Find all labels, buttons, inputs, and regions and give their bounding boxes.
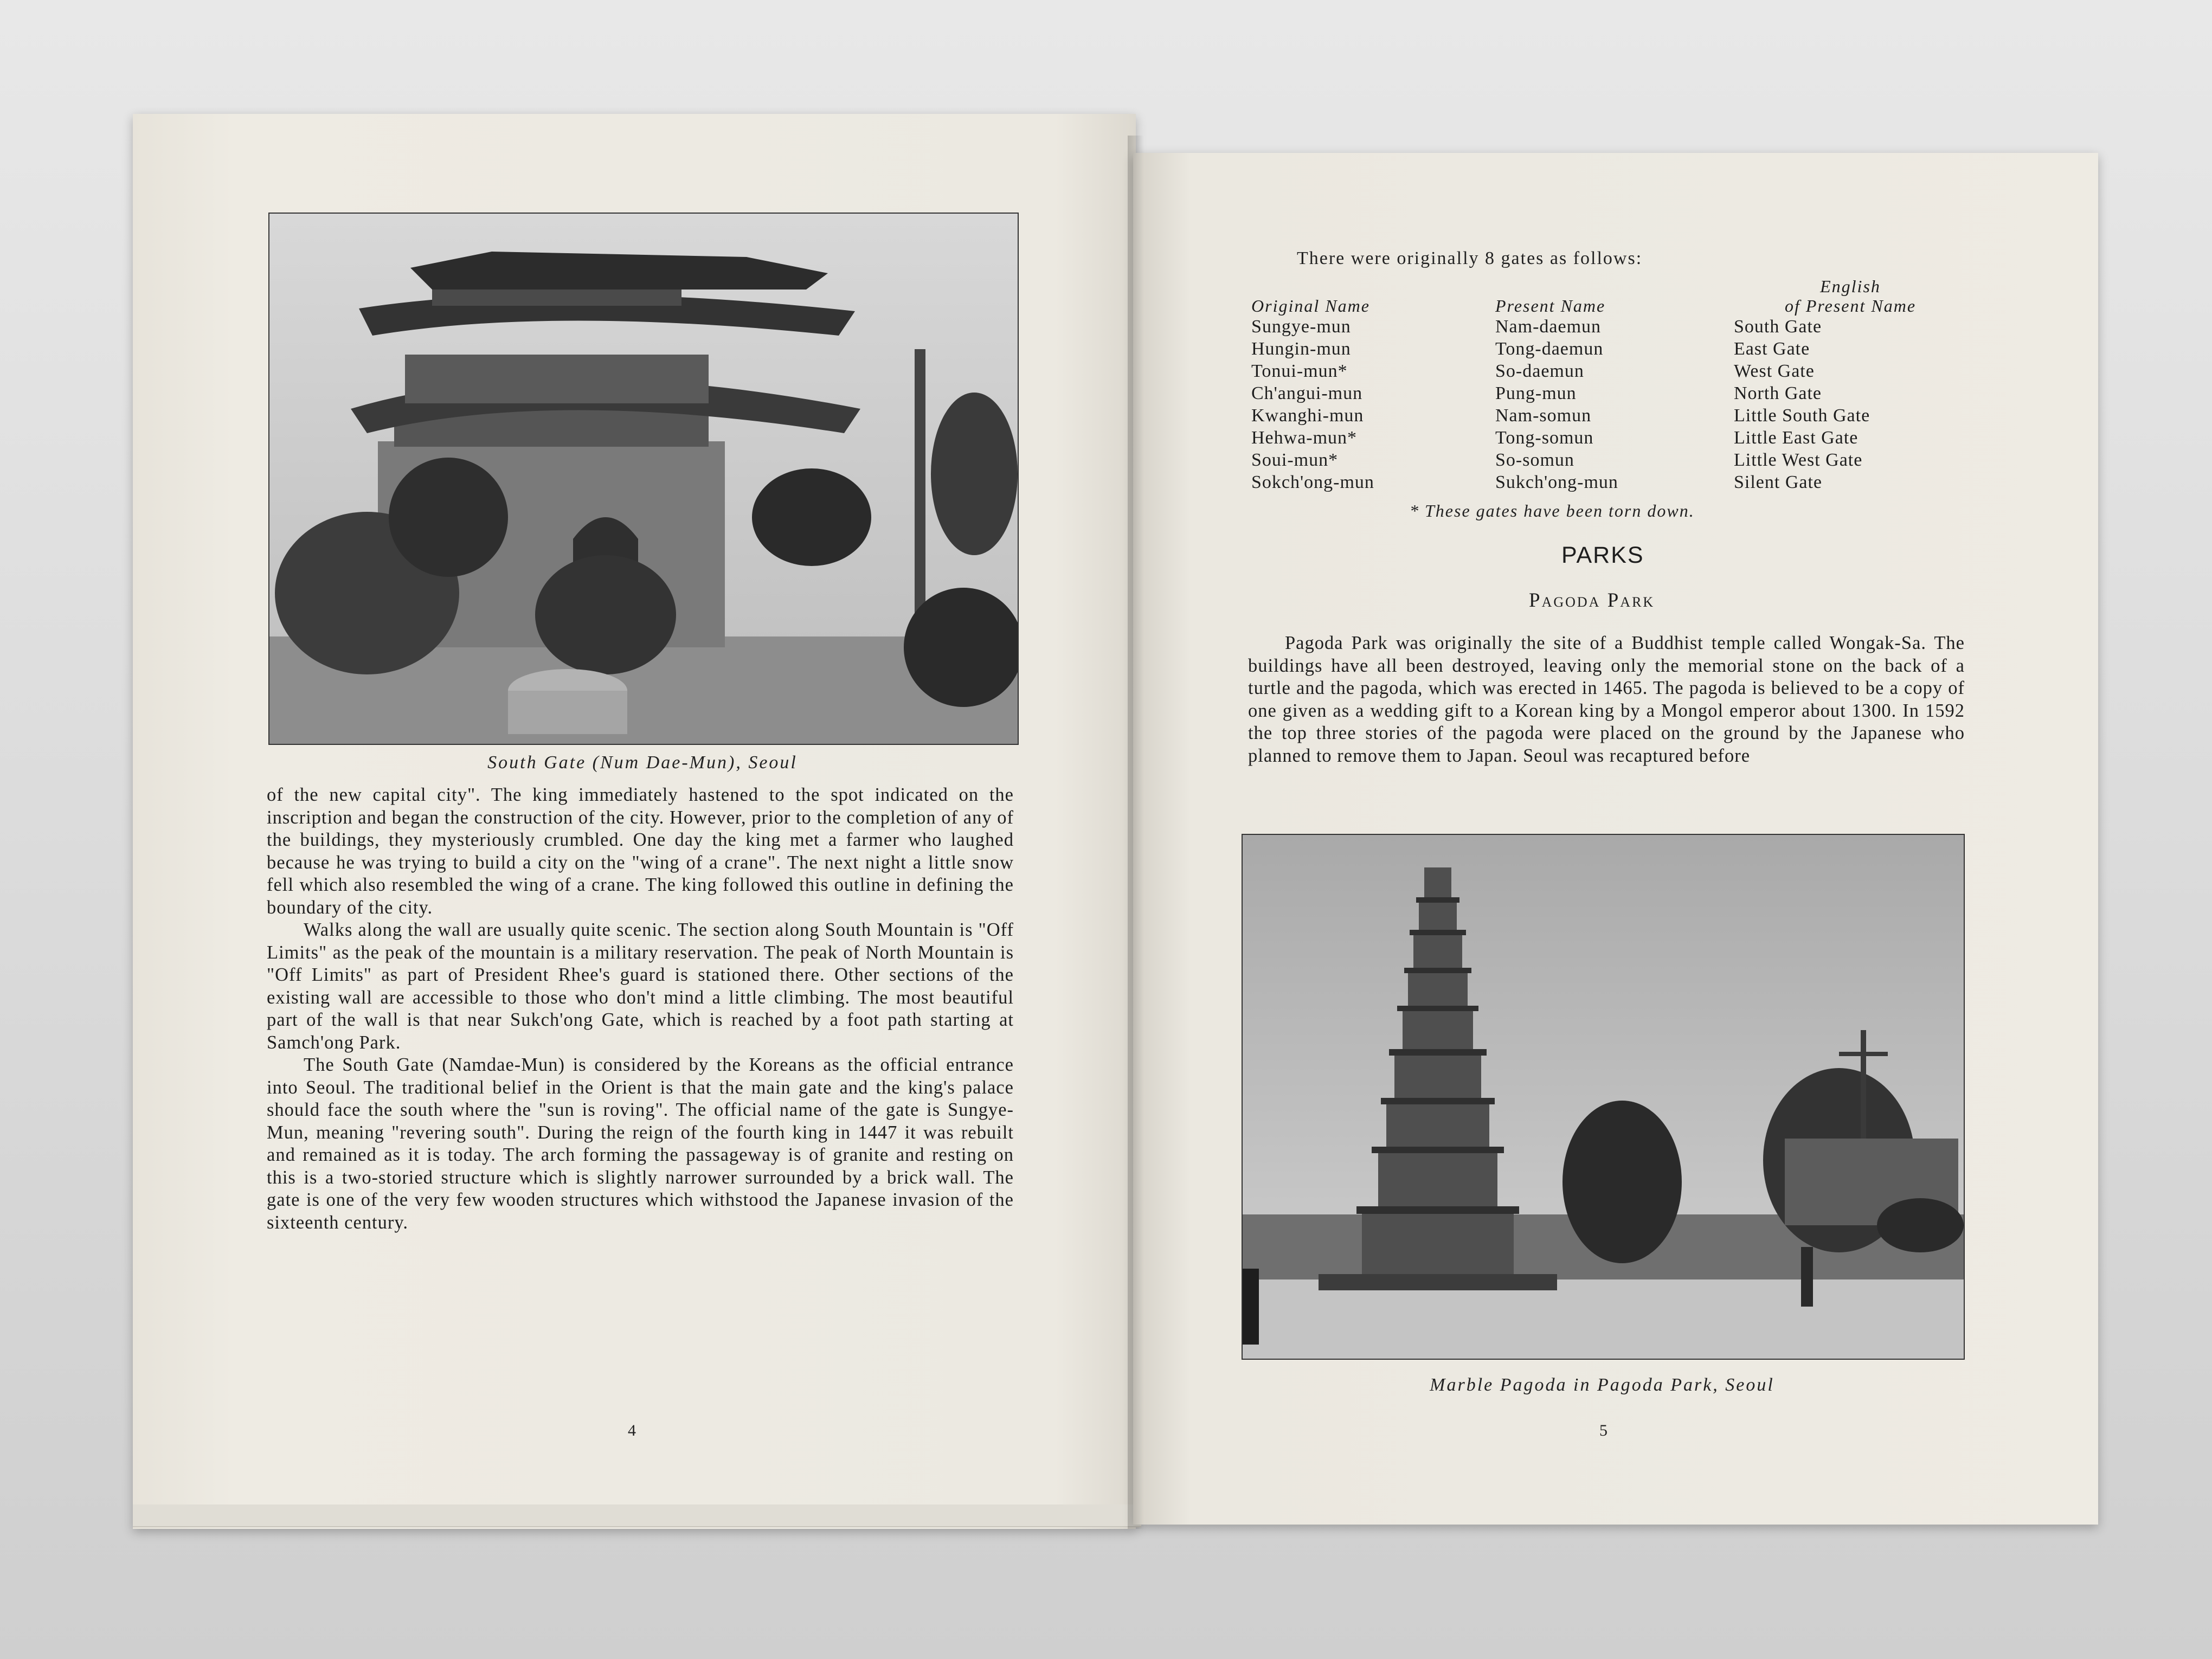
original-name: Hehwa-mun* <box>1251 428 1358 448</box>
left-page-body <box>267 784 1014 1234</box>
header-english-line1: English <box>1820 276 1881 296</box>
page-edge <box>133 1504 1141 1527</box>
english-name: Silent Gate <box>1734 472 1823 492</box>
marble-pagoda-caption: Marble Pagoda in Pagoda Park, Seoul <box>1430 1375 1774 1395</box>
table-row <box>1251 316 1967 338</box>
gates-table <box>1251 276 1967 493</box>
gates-footnote: * These gates have been torn down. <box>1410 501 1695 520</box>
left-paragraph-1: of the new capital city". The king immediately hastened to the spot indicated on the inscription and began the construction of the city. However, prior to the completion of any of the buildings, they mysteriously crumbled. One day the king met a farmer who laughed because he was trying to build a city on the "wing of a crane". The next night a little snow fell which also resembled the wing of a crane. The king followed this outline in defining the boundary of the city. <box>267 785 1014 918</box>
section-heading-parks: PARKS <box>1561 542 1644 568</box>
table-row <box>1251 471 1967 493</box>
present-name: Sukch'ong-mun <box>1495 472 1618 492</box>
header-english-name <box>1734 276 1967 316</box>
header-present-name: Present Name <box>1495 296 1606 316</box>
original-name: Soui-mun* <box>1251 450 1339 470</box>
left-paragraph-3: The South Gate (Namdae-Mun) is considered by the Koreans as the official entrance into Seoul. The traditional belief in the Orient is that the main gate and the king's palace should face the south where the "sun is roving". The official name of the gate is Sungye-Mun, meaning "revering south". During the reign of the fourth king in 1447 it was rebuilt and remained as it is today. The arch forming the passageway is of granite and resting on this is a two-storied structure which is slightly narrower surrounded by a brick wall. The gate is one of the very few wooden structures which withstood the Japanese invasion of the sixteenth century. <box>267 1054 1014 1233</box>
original-name: Sungye-mun <box>1251 317 1351 337</box>
table-row <box>1251 404 1967 427</box>
book-spine <box>1128 136 1144 1529</box>
english-name: Little South Gate <box>1734 406 1870 426</box>
header-original-name: Original Name <box>1251 296 1370 316</box>
english-name: Little West Gate <box>1734 450 1863 470</box>
present-name: So-daemun <box>1495 361 1584 381</box>
present-name: So-somun <box>1495 450 1574 470</box>
pagoda-park-paragraph: Pagoda Park was originally the site of a Buddhist temple called Wongak-Sa. The buildings have all been destroyed, leaving only the memorial stone on the back of a turtle and the pagoda, which was erected in 1465. The pagoda is believed to be a copy of one given as a wedding gift to a Korean king by a Mongol emperor about 1300. In 1592 the top three stories of the pagoda were placed on the ground by the Japanese who planned to remove them to Japan. Seoul was recaptured before <box>1248 633 1965 766</box>
page-number-left: 4 <box>628 1422 636 1439</box>
original-name: Ch'angui-mun <box>1251 383 1363 403</box>
original-name: Tonui-mun* <box>1251 361 1348 381</box>
south-gate-photo <box>268 213 1019 745</box>
english-name: East Gate <box>1734 339 1810 359</box>
south-gate-caption: South Gate (Num Dae-Mun), Seoul <box>487 753 798 773</box>
left-paragraph-2: Walks along the wall are usually quite scenic. The section along South Mountain is "Off Limits" as the peak of the mountain is a military reservation. The peak of North Mountain is "Off Limits" as part of President Rhee's guard is stationed there. Other sections of the existing wall are accessible to those who don't mind a little climbing. The most beautiful part of the wall is that near Sukch'ong Gate, which is reached by a foot path starting at Samch'ong Park. <box>267 919 1014 1053</box>
english-name: West Gate <box>1734 361 1815 381</box>
page-number-right: 5 <box>1599 1422 1607 1439</box>
present-name: Tong-somun <box>1495 428 1594 448</box>
table-row <box>1251 449 1967 471</box>
gates-intro: There were originally 8 gates as follows: <box>1297 248 1643 268</box>
table-row <box>1251 360 1967 382</box>
english-name: South Gate <box>1734 317 1822 337</box>
present-name: Pung-mun <box>1495 383 1577 403</box>
present-name: Nam-somun <box>1495 406 1592 426</box>
table-row <box>1251 338 1967 360</box>
marble-pagoda-photo <box>1242 834 1965 1360</box>
present-name: Tong-daemun <box>1495 339 1604 359</box>
original-name: Sokch'ong-mun <box>1251 472 1374 492</box>
english-name: North Gate <box>1734 383 1822 403</box>
header-english-line2: of Present Name <box>1784 296 1917 316</box>
original-name: Hungin-mun <box>1251 339 1351 359</box>
english-name: Little East Gate <box>1734 428 1859 448</box>
table-row <box>1251 382 1967 404</box>
table-row <box>1251 427 1967 449</box>
present-name: Nam-daemun <box>1495 317 1602 337</box>
gates-table-header <box>1251 276 1967 316</box>
right-page-body <box>1248 632 1965 767</box>
subheading-pagoda-park: Pagoda Park <box>1529 589 1655 612</box>
original-name: Kwanghi-mun <box>1251 406 1364 426</box>
